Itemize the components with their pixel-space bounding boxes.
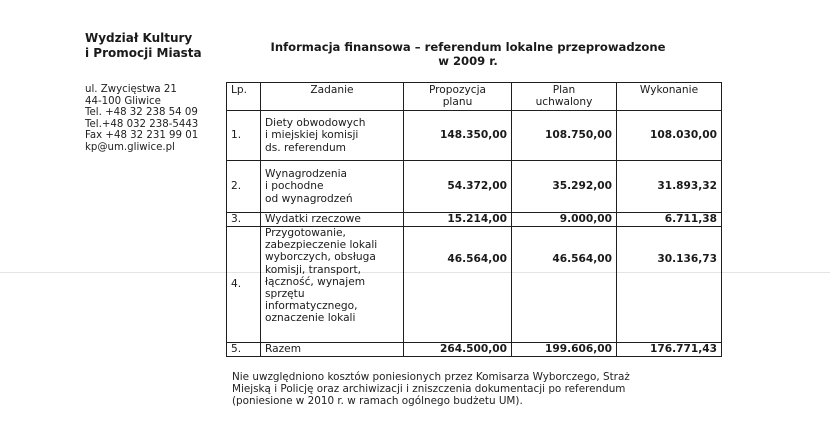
organization-line-2: i Promocji Miasta bbox=[85, 46, 202, 60]
task-line: wyborczych, obsługa bbox=[265, 251, 376, 264]
row-task bbox=[261, 111, 404, 161]
address-phone-1: Tel. +48 32 238 54 09 bbox=[85, 107, 198, 119]
task-line: zabezpieczenie lokali bbox=[265, 239, 378, 252]
row-plan: 108.750,00 bbox=[512, 111, 617, 161]
header-proposal-line-2: planu bbox=[442, 96, 473, 109]
organization-line-1: Wydział Kultury bbox=[85, 31, 193, 45]
title-line-1: Informacja finansowa – referendum lokalne przeprowadzone bbox=[270, 40, 666, 54]
task-line: i pochodne bbox=[265, 180, 324, 193]
document-title bbox=[262, 40, 674, 68]
footnote-line: Nie uwzględniono kosztów poniesionych przez Komisarza Wyborczego, Straż bbox=[232, 371, 630, 383]
task-line: oznaczenie lokali bbox=[265, 312, 356, 325]
task-line: sprzętu bbox=[265, 288, 305, 301]
finance-table bbox=[226, 82, 722, 357]
row-exec: 31.893,32 bbox=[617, 161, 722, 213]
header-plan bbox=[512, 83, 617, 111]
task-line: Diety obwodowych bbox=[265, 117, 366, 130]
row-proposal: 54.372,00 bbox=[404, 161, 512, 213]
footnote-line: (poniesione w 2010 r. w ramach ogólnego budżetu UM). bbox=[232, 395, 523, 408]
address-phone-2: Tel.+48 032 238-5443 bbox=[85, 118, 199, 130]
title-line-2: w 2009 r. bbox=[438, 54, 498, 68]
header-exec: Wykonanie bbox=[617, 83, 722, 111]
header-plan-line-2: uchwalony bbox=[535, 96, 593, 109]
row-lp: 3. bbox=[227, 213, 261, 227]
contact-address bbox=[85, 84, 198, 154]
table-row bbox=[227, 161, 722, 213]
header-task: Zadanie bbox=[261, 83, 404, 111]
row-proposal: 15.214,00 bbox=[404, 213, 512, 227]
row-task bbox=[261, 161, 404, 213]
row-lp: 4. bbox=[227, 227, 261, 343]
row-proposal: 148.350,00 bbox=[404, 111, 512, 161]
row-task bbox=[261, 343, 404, 357]
row-exec: 30.136,73 bbox=[617, 227, 722, 343]
header-plan-line-1: Plan bbox=[552, 84, 576, 96]
task-line: Przygotowanie, bbox=[265, 227, 346, 239]
address-fax: Fax +48 32 231 99 01 bbox=[85, 130, 199, 142]
row-plan: 46.564,00 bbox=[512, 227, 617, 343]
row-task bbox=[261, 213, 404, 227]
organization-name bbox=[85, 31, 202, 61]
row-plan: 35.292,00 bbox=[512, 161, 617, 213]
footnote bbox=[232, 371, 712, 408]
task-line: Razem bbox=[265, 343, 302, 356]
row-lp: 1. bbox=[227, 111, 261, 161]
row-proposal: 46.564,00 bbox=[404, 227, 512, 343]
header-proposal bbox=[404, 83, 512, 111]
row-lp: 2. bbox=[227, 161, 261, 213]
table-row bbox=[227, 213, 722, 227]
row-proposal: 264.500,00 bbox=[404, 343, 512, 357]
address-street: ul. Zwycięstwa 21 bbox=[85, 84, 177, 95]
row-lp: 5. bbox=[227, 343, 261, 357]
row-task bbox=[261, 227, 404, 343]
row-plan: 199.606,00 bbox=[512, 343, 617, 357]
row-exec: 6.711,38 bbox=[617, 213, 722, 227]
task-line: komisji, transport, bbox=[265, 263, 361, 276]
header-lp: Lp. bbox=[227, 83, 261, 111]
task-line: informatycznego, bbox=[265, 300, 358, 313]
task-line: łączność, wynajem bbox=[265, 275, 366, 288]
header-proposal-line-1: Propozycja bbox=[428, 84, 487, 96]
row-plan: 9.000,00 bbox=[512, 213, 617, 227]
task-line: ds. referendum bbox=[265, 141, 346, 154]
table-header-row bbox=[227, 83, 722, 111]
task-line: Wydatki rzeczowe bbox=[265, 213, 361, 226]
task-line: od wynagrodzeń bbox=[265, 192, 353, 205]
row-exec: 108.030,00 bbox=[617, 111, 722, 161]
table-total-row bbox=[227, 343, 722, 357]
row-exec: 176.771,43 bbox=[617, 343, 722, 357]
address-city: 44-100 Gliwice bbox=[85, 95, 161, 107]
table-row bbox=[227, 111, 722, 161]
task-line: Wynagrodzenia bbox=[265, 168, 348, 181]
table-row bbox=[227, 227, 722, 343]
address-email: kp@um.gliwice.pl bbox=[85, 141, 175, 153]
footnote-line: Miejską i Policję oraz archiwizacji i zniszczenia dokumentacji po referendum bbox=[232, 383, 626, 396]
task-line: i miejskiej komisji bbox=[265, 129, 359, 142]
